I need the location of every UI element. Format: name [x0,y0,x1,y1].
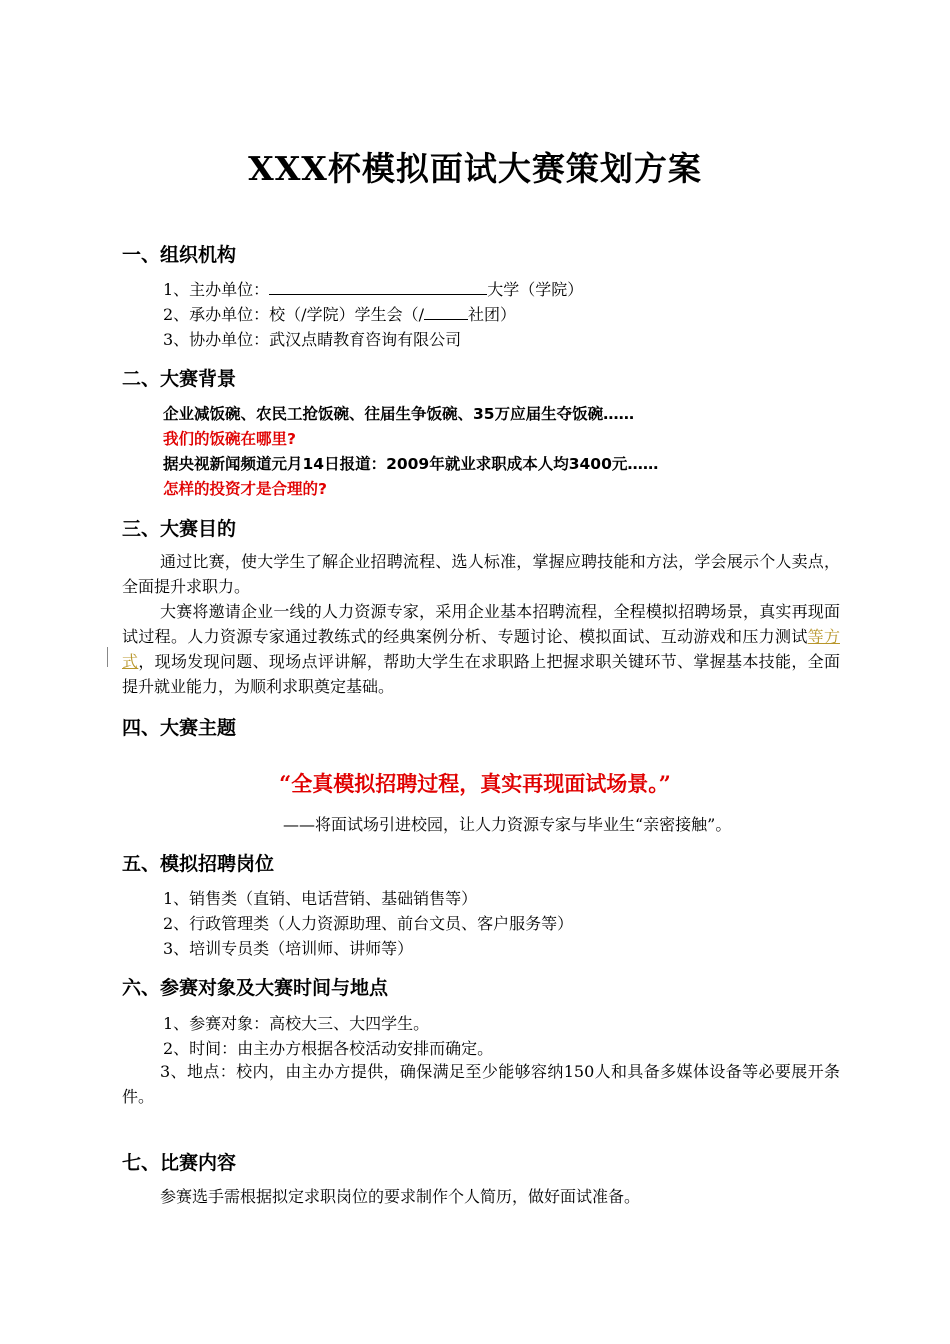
position-item: 2、行政管理类（人力资源助理、前台文员、客户服务等） [163,914,574,933]
background-line-3: 据央视新闻频道元月14日报道：2009年就业求职成本人均3400元…… [163,455,659,473]
background-line-4: 怎样的投资才是合理的? [163,480,327,498]
participants-item: 1、参赛对象：高校大三、大四学生。 [163,1014,430,1033]
purpose-paragraphs [122,549,840,699]
venue-paragraph [122,1059,840,1109]
content-paragraph [122,1184,840,1209]
section-heading-organization: 一、组织机构 [122,244,237,266]
co-organizer-line: 3、协办单位：武汉点睛教育咨询有限公司 [163,330,462,349]
revision-marker [107,647,108,667]
undertaker-suffix: 社团） [467,305,516,324]
section-heading-purpose: 三、大赛目的 [122,518,237,540]
position-item: 3、培训专员类（培训师、讲师等） [163,939,414,958]
background-line-1: 企业减饭碗、农民工抢饭碗、往届生争饭碗、35万应届生夺饭碗…… [163,405,635,423]
document-title: XXX杯模拟面试大赛策划方案 [248,149,702,188]
purpose-paragraph-1: 通过比赛，使大学生了解企业招聘流程、选人标准，掌握应聘技能和方法，学会展示个人卖点，全面提升求职力。 [122,552,840,596]
section-heading-content: 七、比赛内容 [122,1152,237,1174]
organizer-suffix: 大学（学院） [487,280,584,299]
methods-link[interactable]: 等方式 [122,627,840,671]
content-text: 参赛选手需根据拟定求职岗位的要求制作个人简历，做好面试准备。 [160,1187,641,1206]
position-item: 1、销售类（直销、电话营销、基础销售等） [163,889,478,908]
section-heading-participants: 六、参赛对象及大赛时间与地点 [122,977,389,999]
undertaker-line [163,302,516,325]
organizer-line [163,277,583,300]
section-heading-background: 二、大赛背景 [122,368,237,390]
section-heading-positions: 五、模拟招聘岗位 [122,853,275,875]
background-line-2: 我们的饭碗在哪里? [163,430,296,448]
purpose-text-b: ，现场发现问题、现场点评讲解，帮助大学生在求职路上把握求职关键环节、掌握基本技能，全面提升就业能力，为顺利求职奠定基础。 [122,652,840,696]
organizer-blank[interactable] [269,280,487,295]
purpose-paragraph-2 [122,599,840,699]
section-heading-theme: 四、大赛主题 [122,717,237,739]
purpose-text-a: 大赛将邀请企业一线的人力资源专家，采用企业基本招聘流程，全程模拟招聘场景，真实再现面试过程。人力资源专家通过教练式的经典案例分析、专题讨论、模拟面试、互动游戏和压力测试 [122,602,840,646]
time-item: 2、时间：由主办方根据各校活动安排而确定。 [163,1039,494,1058]
undertaker-blank[interactable] [424,305,468,320]
organizer-label: 1、主办单位： [163,280,270,299]
theme-slogan: “全真模拟招聘过程，真实再现面试场景。” [279,771,671,796]
venue-item: 3、地点：校内，由主办方提供，确保满足至少能够容纳150人和具备多媒体设备等必要展开条件。 [122,1062,840,1106]
undertaker-label: 2、承办单位：校（/学院）学生会（/ [163,305,424,324]
theme-subtitle: ——将面试场引进校园，让人力资源专家与毕业生“亲密接触”。 [283,815,732,834]
